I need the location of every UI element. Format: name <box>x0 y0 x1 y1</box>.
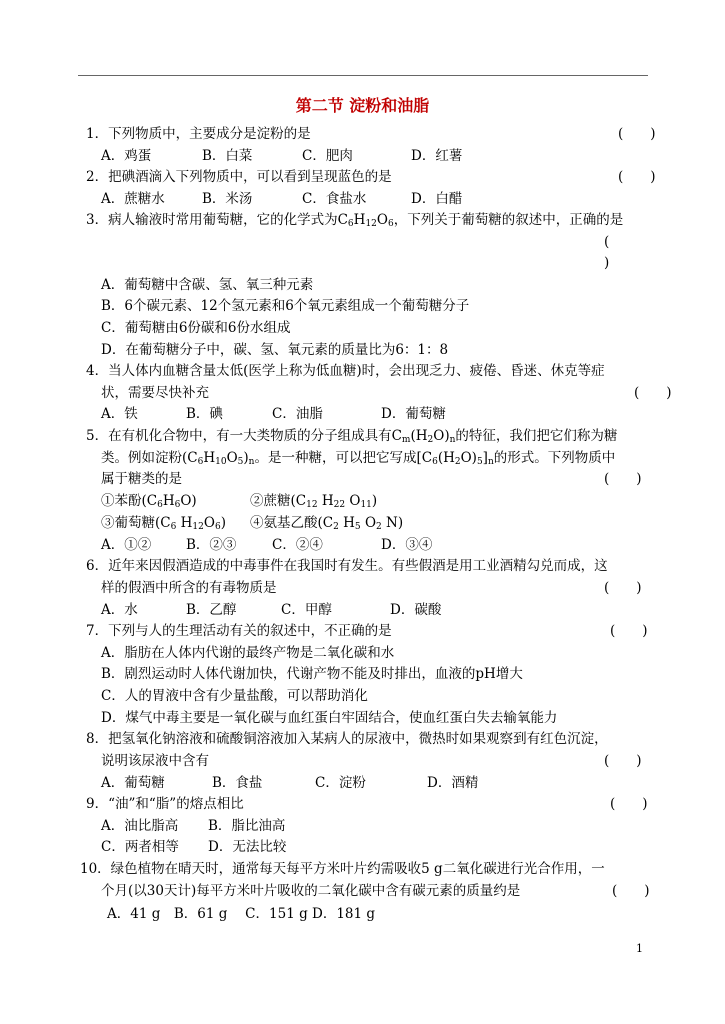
question-8-answer-blank: ( ) <box>604 753 642 769</box>
question-5-option-c: C．②④ <box>272 537 323 553</box>
question-7-answer-blank: ( ) <box>610 623 648 639</box>
question-7-option-a: A．脂肪在人体内代谢的最终产物是二氧化碳和水 <box>101 645 395 661</box>
question-4-option-a: A．铁 <box>101 406 138 422</box>
question-9-option-a: A．油比脂高 <box>101 818 179 834</box>
question-1-option-a: A．鸡蛋 <box>101 148 152 164</box>
question-5-answer-blank: ( ) <box>604 471 642 487</box>
question-10-text-line1: 10．绿色植物在晴天时，通常每天每平方米叶片约需吸收5 g二氧化碳进行光合作用，一 <box>80 861 605 877</box>
question-8-text-line2: 说明该尿液中含有 <box>101 753 209 769</box>
question-5-option-b: B．②③ <box>186 537 237 553</box>
question-6-option-d: D．碳酸 <box>390 602 442 618</box>
question-9-option-b: B．脂比油高 <box>208 818 286 834</box>
question-1-option-b: B．白菜 <box>202 148 253 164</box>
question-3-paren-close: ) <box>604 255 610 271</box>
question-1-option-c: C．肥肉 <box>302 148 353 164</box>
question-10-options: A．41 g B．61 g C．151 g D．181 g <box>107 906 376 922</box>
question-5-text-line1: 5．在有机化合物中，有一大类物质的分子组成具有$C_m(H_2O)_n$的特征，我们把它们称为糖 <box>86 428 618 445</box>
question-3-paren-open: ( <box>604 234 610 250</box>
question-9-text: 9．“油”和“脂”的熔点相比 <box>86 796 244 812</box>
question-2-option-b: B．米汤 <box>202 191 253 207</box>
question-5-text-line3: 属于糖类的是 <box>101 471 182 487</box>
question-8-option-c: C．淀粉 <box>315 775 366 791</box>
question-5-option-d: D．③④ <box>381 537 433 553</box>
question-1-option-d: D．红薯 <box>411 148 463 164</box>
question-5-option-a: A．①② <box>101 537 152 553</box>
question-5-item-4: ④氨基乙酸($C_2$ $H_5$ $O_2$ N) <box>250 515 404 532</box>
question-4-answer-blank: ( ) <box>634 385 672 401</box>
question-7-option-c: C．人的胃液中含有少量盐酸，可以帮助消化 <box>101 688 368 704</box>
question-7-option-b: B．剧烈运动时人体代谢加快，代谢产物不能及时排出，血液的pH增大 <box>101 666 523 682</box>
question-5-item-3: ③葡萄糖($C_6$ $H_{12}O_6$) <box>101 515 226 532</box>
question-9-option-c: C．两者相等 <box>101 839 179 855</box>
question-3-option-a: A．葡萄糖中含碳、氢、氧三种元素 <box>101 277 314 293</box>
question-3-option-b: B．6个碳元素、12个氢元素和6个氧元素组成一个葡萄糖分子 <box>101 298 470 314</box>
question-8-option-b: B．食盐 <box>212 775 263 791</box>
question-2-option-d: D．白醋 <box>411 191 463 207</box>
question-6-option-a: A．水 <box>101 602 138 618</box>
question-5-item-1: ①苯酚$(C_6H_6O)$ <box>101 493 197 510</box>
question-3-text: 3．病人输液时常用葡萄糖，它的化学式为$C_6H_{12}O_6$，下列关于葡萄糖的叙述中，正确的是 <box>86 212 624 229</box>
question-6-option-b: B．乙醇 <box>186 602 237 618</box>
question-3-option-d: D．在葡萄糖分子中，碳、氢、氧元素的质量比为6：1：8 <box>101 342 449 358</box>
question-5-item-2: ②蔗糖($C_{12}$ $H_{22}$ $O_{11}$) <box>250 493 378 510</box>
question-9-option-d: D．无法比较 <box>208 839 287 855</box>
question-4-option-b: B．碘 <box>186 406 223 422</box>
question-6-text-line2: 样的假酒中所含的有毒物质是 <box>101 580 277 596</box>
page-title: 第二节 淀粉和油脂 <box>295 96 430 115</box>
question-7-option-d: D．煤气中毒主要是一氧化碳与血红蛋白牢固结合，使血红蛋白失去输氧能力 <box>101 710 558 726</box>
question-10-text-line2: 个月(以30天计)每平方米叶片吸收的二氧化碳中含有碳元素的质量约是 <box>101 883 521 899</box>
question-1-text: 1．下列物质中，主要成分是淀粉的是 <box>86 126 311 142</box>
question-9-answer-blank: ( ) <box>610 796 648 812</box>
question-4-text-line1: 4．当人体内血糖含量太低(医学上称为低血糖)时，会出现乏力、疲倦、昏迷、休克等症 <box>86 363 605 379</box>
question-7-text: 7．下列与人的生理活动有关的叙述中，不正确的是 <box>86 623 392 639</box>
question-10-answer-blank: ( ) <box>612 883 650 899</box>
question-1-answer-blank: ( ) <box>618 126 656 142</box>
question-4-option-d: D．葡萄糖 <box>381 406 446 422</box>
question-8-text-line1: 8．把氢氧化钠溶液和硫酸铜溶液加入某病人的尿液中，微热时如果观察到有红色沉淀， <box>86 731 608 747</box>
question-6-option-c: C．甲醇 <box>281 602 332 618</box>
question-5-text-line2: 类。例如淀粉$(C_6H_{10}O_5)_n$。是一种糖，可以把它写成$[C_6(H_2O)_5]_n$的形式。下列物质中 <box>101 450 616 467</box>
page-number: 1 <box>636 942 643 955</box>
question-4-text-line2: 状，需要尽快补充 <box>101 385 209 401</box>
header-rule <box>78 75 648 76</box>
question-6-answer-blank: ( ) <box>604 580 642 596</box>
question-2-option-a: A．蔗糖水 <box>101 191 165 207</box>
question-4-option-c: C．油脂 <box>272 406 323 422</box>
question-6-text-line1: 6．近年来因假酒造成的中毒事件在我国时有发生。有些假酒是用工业酒精勾兑而成，这 <box>86 558 608 574</box>
question-3-option-c: C．葡萄糖由6份碳和6份水组成 <box>101 320 291 336</box>
question-8-option-d: D．酒精 <box>427 775 479 791</box>
question-2-text: 2．把碘酒滴入下列物质中，可以看到呈现蓝色的是 <box>86 169 392 185</box>
question-2-option-c: C．食盐水 <box>302 191 367 207</box>
question-8-option-a: A．葡萄糖 <box>101 775 165 791</box>
question-2-answer-blank: ( ) <box>618 169 656 185</box>
